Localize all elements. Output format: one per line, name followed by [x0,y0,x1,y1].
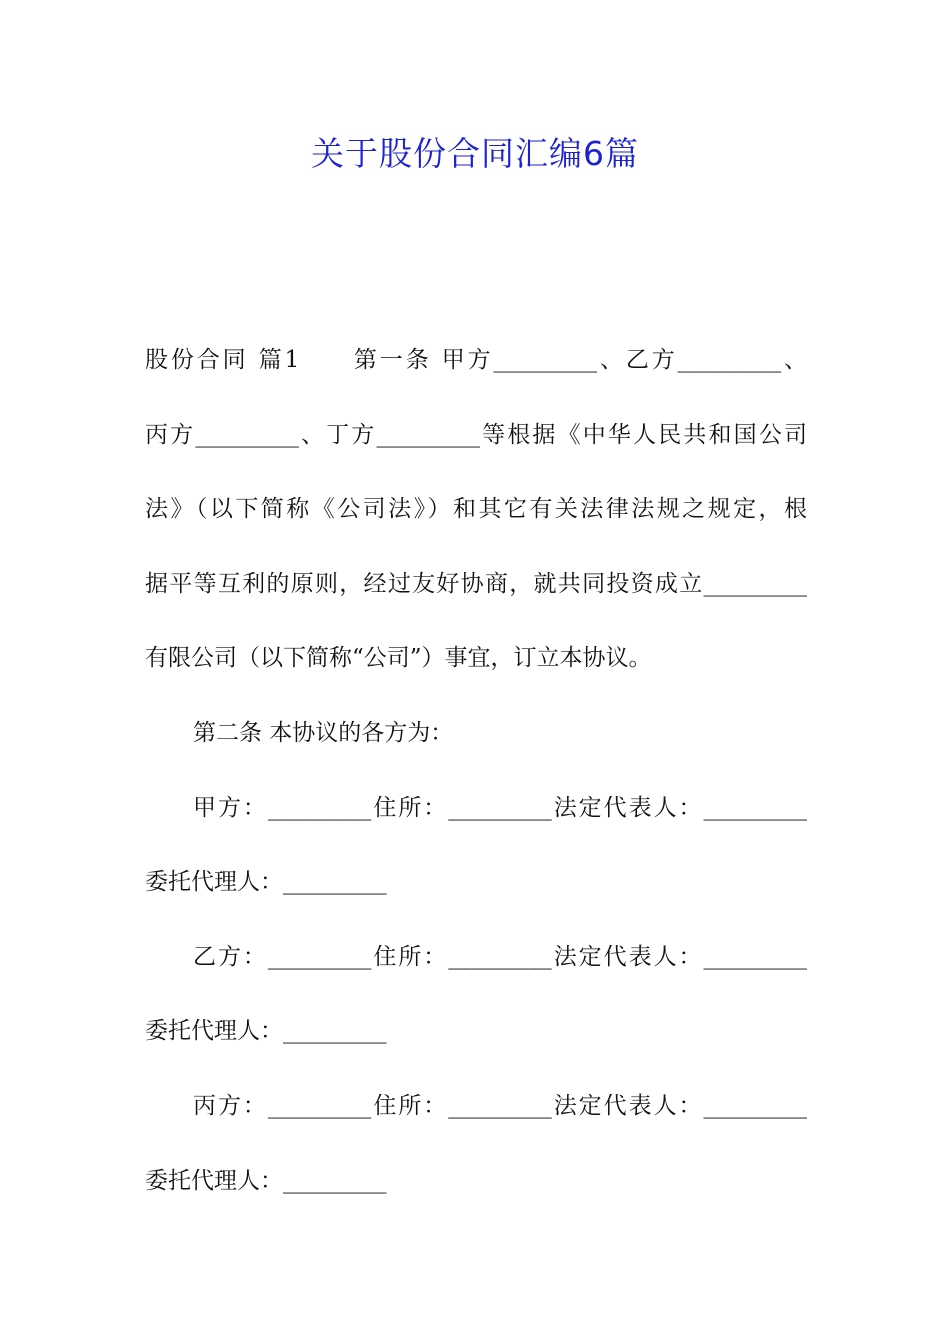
paragraph-line-1: 股份合同 篇1 第一条 甲方_________、乙方_________、 [145,347,807,373]
party-a-line: 甲方：_________住所：_________法定代表人：_________ [193,795,807,821]
paragraph-line-4: 据平等互利的原则，经过友好协商，就共同投资成立_________ [145,571,807,597]
paragraph-line-5: 有限公司（以下简称“公司”）事宜，订立本协议。 [145,645,652,671]
paragraph-line-3: 法》（以下简称《公司法》）和其它有关法律法规之规定，根 [145,496,807,522]
party-a-agent-line: 委托代理人：_________ [145,869,387,895]
paragraph-line-2: 丙方_________、丁方_________等根据《中华人民共和国公司 [145,422,807,448]
party-b-agent-line: 委托代理人：_________ [145,1018,387,1044]
party-c-line: 丙方：_________住所：_________法定代表人：_________ [193,1093,807,1119]
party-c-agent-line: 委托代理人：_________ [145,1168,387,1194]
article-two-heading: 第二条 本协议的各方为： [193,720,454,746]
document-title: 关于股份合同汇编6篇 [311,134,639,173]
party-b-line: 乙方：_________住所：_________法定代表人：_________ [193,944,807,970]
